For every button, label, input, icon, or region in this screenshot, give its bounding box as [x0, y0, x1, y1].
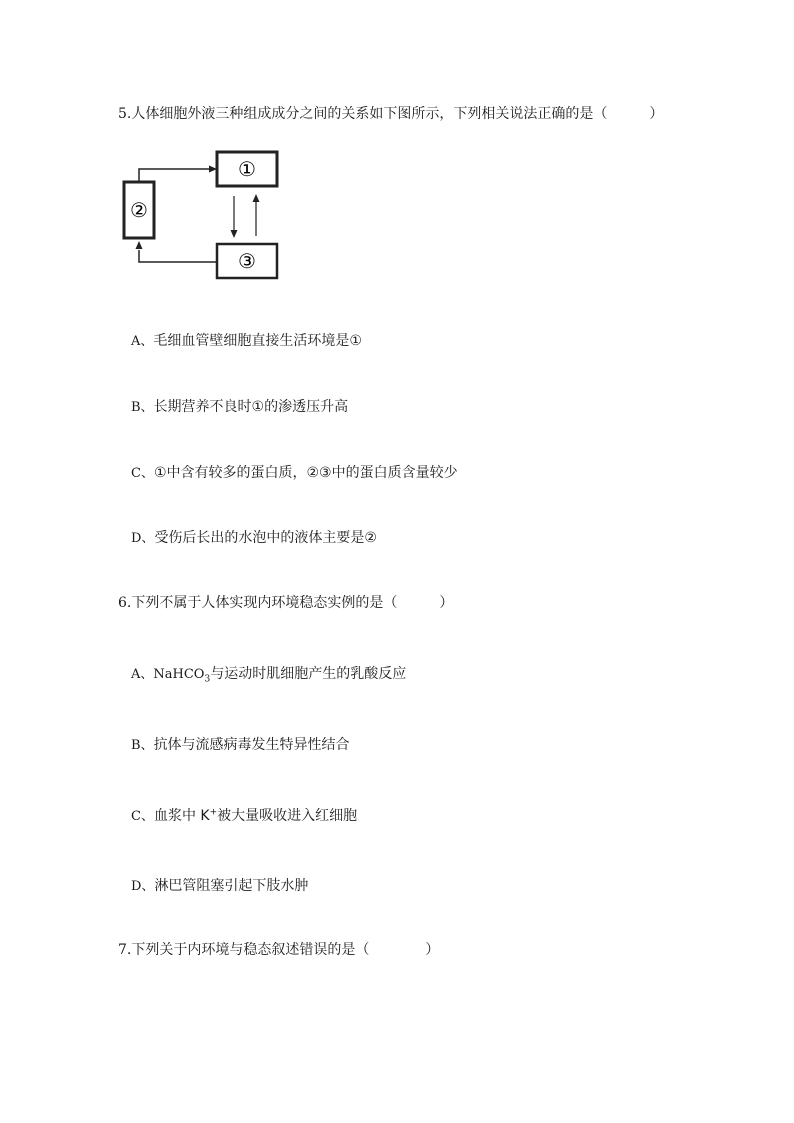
question-6-stem	[118, 592, 453, 612]
option-text-prefix: 血浆中 K	[153, 808, 210, 824]
question-7-stem	[118, 939, 439, 959]
question-number: 7.	[118, 942, 132, 958]
option-6d[interactable]	[131, 875, 308, 895]
option-text: 长期营养不良时①的渗透压升高	[153, 399, 349, 415]
option-6a[interactable]	[131, 663, 406, 685]
box-1-label: ①	[238, 157, 256, 181]
option-letter: D、	[131, 531, 155, 546]
question-number: 6.	[118, 595, 132, 611]
option-text: 淋巴管阻塞引起下肢水肿	[154, 878, 309, 894]
option-text: 毛细血管壁细胞直接生活环境是①	[153, 333, 362, 349]
option-6b[interactable]	[131, 734, 350, 754]
arrowhead-3-to-2	[136, 241, 143, 249]
option-5a[interactable]	[131, 330, 362, 350]
option-5b[interactable]	[131, 396, 348, 416]
question-text: 下列不属于人体实现内环境稳态实例的是（ ）	[131, 595, 454, 611]
option-letter: B、	[131, 400, 154, 415]
arrow-2-to-1	[139, 169, 210, 182]
option-letter: A、	[131, 667, 154, 682]
question-text: 人体细胞外液三种组成成分之间的关系如下图所示，下列相关说法正确的是（ ）	[131, 106, 664, 122]
arrow-3-to-2	[139, 250, 217, 262]
option-text: 被大量吸收进入红细胞	[217, 808, 358, 824]
question-5-stem	[118, 103, 663, 123]
ion-charge: +	[209, 807, 218, 818]
option-letter: D、	[131, 879, 155, 894]
chemical-formula	[153, 667, 211, 685]
formula-subscript: 3	[204, 674, 211, 685]
option-text: 与运动时肌细胞产生的乳酸反应	[210, 666, 407, 682]
box-3-label: ③	[238, 249, 256, 273]
option-5d[interactable]	[131, 527, 377, 547]
option-text: 抗体与流感病毒发生特异性结合	[153, 737, 350, 753]
option-letter: C、	[131, 809, 154, 824]
option-letter: A、	[131, 334, 154, 349]
option-6c[interactable]	[131, 805, 357, 825]
option-5c[interactable]	[131, 462, 458, 482]
option-text: 受伤后长出的水泡中的液体主要是②	[154, 530, 377, 546]
option-text: ①中含有较多的蛋白质，②③中的蛋白质含量较少	[153, 465, 458, 481]
arrowhead-1-to-3	[231, 230, 238, 238]
option-letter: B、	[131, 738, 154, 753]
box-2-label: ②	[130, 198, 148, 222]
question-text: 下列关于内环境与稳态叙述错误的是（ ）	[131, 942, 440, 958]
formula-base: NaHCO	[153, 667, 205, 682]
body-fluid-diagram	[110, 140, 290, 290]
question-number: 5.	[118, 106, 132, 122]
option-letter: C、	[131, 466, 154, 481]
arrowhead-3-to-1	[253, 194, 260, 202]
